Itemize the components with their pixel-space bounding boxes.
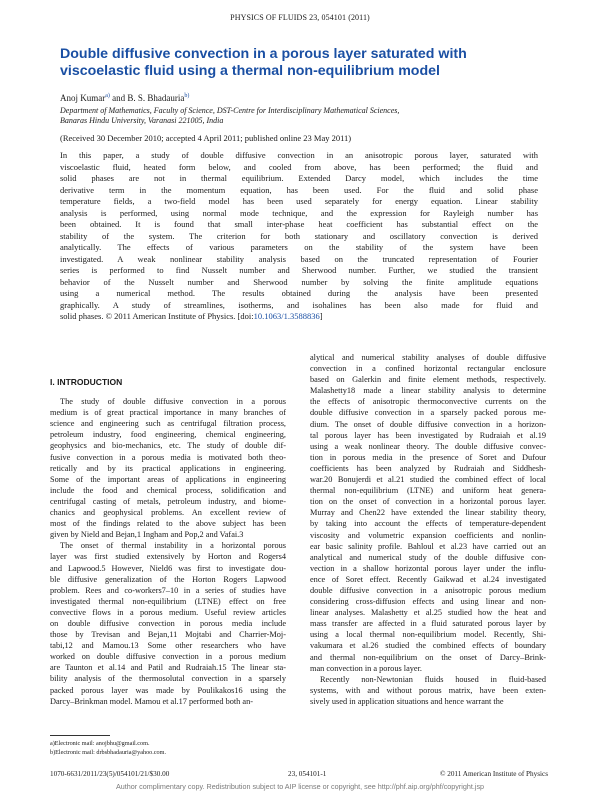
abstract-text: solid phases. © 2011 American Institute of Physics. (60, 311, 236, 321)
abstract-line: behavior of the Nusselt number and Sherwood number by solving the finite amplitude equations (60, 276, 538, 287)
body-text-line: centrifugal casting of metals, petroleum industry, and biome- (50, 496, 286, 506)
body-text-line: tion on the onset of convection in a horizontal porous layer. (310, 497, 546, 507)
body-text-line: Some of the important areas of applications in engineering (50, 474, 286, 484)
title-line: viscoelastic fluid using a thermal non-equilibrium model (60, 63, 440, 79)
author-list (60, 93, 189, 103)
body-text-line: double diffusive convection in a anisotropic porous medium (310, 585, 546, 595)
body-text-line: dium. The onset of double diffusive convection in a horizon- (310, 419, 546, 429)
affiliation-line: Banaras Hindu University, Varanasi 221005, India (60, 116, 224, 125)
body-text-line: layer was first studied extensively by Horton and Rogers4 (50, 552, 286, 562)
body-text-line: most of the findings related to the above subject has been (50, 519, 286, 529)
doi-link[interactable]: 10.1063/1.3588836 (253, 311, 320, 321)
body-text-line: thermal non-equilibrium (LTNE) and uniform heat genera- (310, 486, 546, 496)
body-text-line: bility analysis of the thermosolutal convection in a sparsely (50, 674, 286, 684)
body-text-line: using a weak nonlinear theory. The double diffusive convec- (310, 441, 546, 451)
affiliation-line: Department of Mathematics, Faculty of Science, DST-Centre for Interdisciplinary Mathematical Sciences, (60, 106, 400, 115)
abstract-line: graphically. A study of streamlines, isotherms, and isohalines has been also made for fluid and (60, 299, 538, 310)
footnote-separator (50, 735, 110, 736)
body-text-line: science and engineering such as centrifugal filtration process, (50, 419, 286, 429)
body-text-line: viscosity and volumetric expansion coefficients and nonlin- (310, 530, 546, 540)
body-text-line: analytical and numerical study of the double diffusive con- (310, 552, 546, 562)
body-text-line: on double diffusive convection in porous media include (50, 618, 286, 628)
abstract-line: derivative term in the momentum equation, has been used. For the fluid and solid phase (60, 184, 538, 195)
body-text-line: alytical and numerical stability analyses of double diffusive (310, 353, 546, 362)
body-text-line: and Lapwood.5 However, Nield6 was first to investigate dou- (50, 563, 286, 573)
section-heading: I. INTRODUCTION (50, 377, 123, 387)
affiliation (60, 106, 530, 126)
author-footnote-marker[interactable]: b) (184, 93, 190, 99)
body-text-line: vakumara et al.26 studied the combined effects of boundary (310, 641, 546, 651)
body-text-line: mass transfer are affected in a fluid saturated porous layer by (310, 619, 546, 629)
author-connector: and (109, 93, 128, 103)
title-line: Double diffusive convection in a porous layer saturated with (60, 46, 467, 62)
body-text-line: ear basic salinity profile. Bahloul et al.23 have carried out an (310, 541, 546, 551)
received-dates: (Received 30 December 2010; accepted 4 April 2011; published online 23 May 2011) (60, 133, 352, 143)
body-text-line: the effects of anisotropic thermoconvective currents on the (310, 397, 546, 407)
abstract-line: series is performed to find Nusselt number and Sherwood number. Further, we studied the transient (60, 265, 538, 275)
body-text-line: The onset of thermal instability in a horizontal porous (60, 541, 286, 551)
abstract-line: solid phases are not in thermal equilibrium. Extended Darcy model, which includes the time (60, 173, 538, 183)
abstract-line: investigated. A weak nonlinear stability analysis based on the truncated representation of Fourier (60, 253, 538, 264)
abstract-line: analytically. The effects of various parameters on the stability of the system have been (60, 242, 538, 252)
abstract (60, 150, 538, 323)
body-text-line: based on Galerkin and finite element methods, respectively. (310, 375, 546, 385)
abstract-line: temperature fields, a two-field model has been used separately for energy equation. Linear stability (60, 196, 538, 206)
body-text-line: convective flows in a porous medium. Useful review articles (50, 607, 286, 617)
author-name: Anoj Kumar (60, 93, 106, 103)
body-text-line: systems, with and without porous matrix, have been exten- (310, 685, 546, 695)
footer-issn: 1070-6631/2011/23(5)/054101/21/$30.00 (50, 770, 170, 778)
body-text-line: convection in a confined horizontal rectangular enclosure (310, 364, 546, 374)
body-text-line: using a local thermal non-equilibrium model. Recently, Shi- (310, 630, 546, 640)
body-text-line: tabi,12 and Mamou.13 Some other researchers who have (50, 641, 286, 651)
body-text-line: Murray and Chen22 have extended the linear stability theory, (310, 508, 546, 518)
footnotes (50, 739, 166, 757)
author-name: B. S. Bhadauria (127, 93, 185, 103)
body-text-line: fusive convection in a porous media is motivated both theo- (50, 452, 286, 462)
body-text-line: and thermal non-equilibrium on the onset of Darcy–Brink- (310, 652, 546, 662)
body-text-line: tal porous layer has been investigated by Rudraiah et al.19 (310, 430, 546, 440)
footer-page-number: 23, 054101-1 (288, 770, 327, 778)
body-text-line: ble diffusive generalization of the Horton Rogers Lapwood (50, 574, 286, 584)
body-text-line: petroleum industry, food engineering, chemical engineering, (50, 430, 286, 440)
body-text-line: Malashetty18 made a linear stability analysis to determine (310, 386, 546, 396)
body-text-line: linear analyses. Malashetty et al.25 studied how the heat and (310, 608, 546, 618)
body-text-line: The study of double diffusive convection in a porous (60, 397, 286, 407)
left-column (50, 377, 286, 707)
body-text-line: by taking into account the effects of temperature-dependent (310, 519, 546, 529)
body-text-line: considering cross-diffusion effects and using linear and non- (310, 597, 546, 607)
body-text-line: are Taunton et al.14 and Patil and Rudraiah.15 The linear sta- (50, 663, 286, 673)
body-text-line: packed porous layer was made by Poulikakos16 using the (50, 685, 286, 695)
body-text-line: include the food and chemical process, solidification and (50, 485, 286, 495)
paper-title (60, 46, 520, 80)
body-text-line: sively used in application situations and hence warrant the (310, 696, 504, 706)
abstract-line: In this paper, a study of double diffusive convection in an anisotropic porous layer, saturated with (60, 150, 538, 160)
right-column (310, 352, 546, 707)
abstract-line: stability of the system. The criterion for both stationary and oscillatory convection is derived (60, 230, 538, 241)
footnote: a)Electronic mail: anojbhu@gmail.com. (50, 740, 150, 747)
body-text-line: Recently non-Newtonian fluids housed in fluid-based (320, 674, 546, 684)
body-text-line: coefficients has been analyzed by Rudraiah and Siddhesh- (310, 463, 546, 473)
footnote: b)Electronic mail: drbsbhadauria@yahoo.com. (50, 749, 167, 756)
footer-copyright: © 2011 American Institute of Physics (439, 770, 548, 778)
abstract-line: viscoelastic fluid, heated form below, and cooled from above, has been performed; the fluid and (60, 161, 538, 172)
abstract-line: been obtained. It is found that small inter-phase heat coefficient has substantial effect on the (60, 219, 538, 229)
body-text-line: war.20 Bonujerdi et al.21 studied the combined effect of local (310, 475, 546, 485)
body-text-line: problem. Rees and co-workers7–10 in a series of studies have (50, 585, 286, 595)
body-text-line: man convection in a porous layer. (310, 663, 422, 673)
body-text-line: retically and by its practical applications in engineering. (50, 463, 286, 473)
body-text-line: double diffusive convection in a sparsely packed porous me- (310, 408, 546, 418)
abstract-line: using a numerical method. The results obtained during the analysis have been presented (60, 288, 538, 298)
abstract-line (60, 311, 538, 323)
doi-bracket: ] (319, 311, 323, 321)
body-text-line: those by Trevisan and Bejan,11 Mojtabi and Charrier-Moj- (50, 630, 286, 640)
doi-bracket: [doi: (235, 311, 254, 321)
body-text-line: medium is of great practical importance in many branches of (50, 408, 286, 418)
body-text-line: ence of Soret effect. Recently Gaikwad et al.24 investigated (310, 574, 546, 584)
body-text-line: vection in a shallow horizontal porous layer under the influ- (310, 563, 546, 573)
body-text-line: given by Nield and Bejan,1 Ingham and Pop,2 and Vafai.3 (50, 530, 244, 540)
body-text-line: tion in porous media in the presence of Soret and Dufour (310, 452, 546, 462)
body-text-line: worked on double diffusive convection in a porous medium (50, 652, 286, 662)
copyright-banner[interactable]: Author complimentary copy. Redistribution subject to AIP license or copyright, see http://phf.aip.org/phf/copyright.jsp (115, 782, 485, 791)
body-text-line: geophysics and bio-mechanics, etc. The study of double dif- (50, 441, 286, 451)
body-text-line: Darcy–Brinkman model. Mamou et al.17 performed both an- (50, 696, 253, 706)
body-text-line: investigated thermal non-equilibrium (LTNE) effect on free (50, 596, 286, 606)
running-head: PHYSICS OF FLUIDS 23, 054101 (2011) (230, 13, 370, 22)
author-footnote-marker[interactable]: a) (105, 93, 110, 99)
abstract-line: analysis is performed, using normal mode technique, and the expression for Rayleigh number has (60, 207, 538, 218)
body-text-line: chanics and geophysical problems. An excellent review of (50, 508, 286, 518)
